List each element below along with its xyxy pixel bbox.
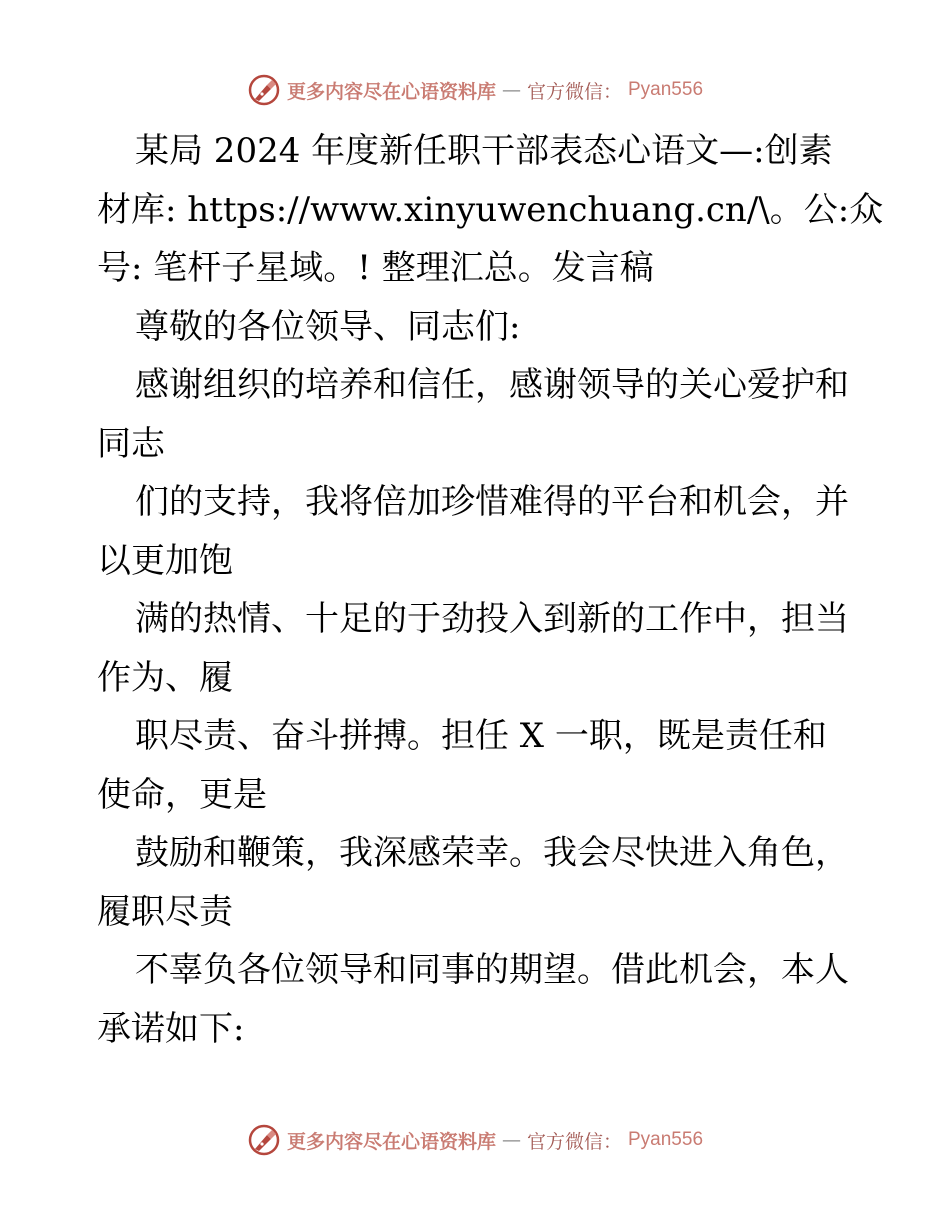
document-line: 号: 笔杆子星域。! 整理汇总。发言稿 xyxy=(97,248,654,288)
document-line: 不辜负各位领导和同事的期望。借此机会，本人 xyxy=(135,950,849,990)
watermark-main-text: 更多内容尽在心语资料库 xyxy=(286,1130,496,1153)
watermark-account-id: Pyan556 xyxy=(628,79,704,100)
document-line: 承诺如下: xyxy=(97,1008,245,1049)
document-line: 鼓励和鞭策，我深感荣幸。我会尽快进入角色， xyxy=(135,833,849,873)
watermark-account-label: 官方微信： xyxy=(526,80,622,103)
watermark-main-text: 更多内容尽在心语资料库 xyxy=(286,80,496,103)
header-watermark xyxy=(0,70,950,110)
document-line: 作为、履 xyxy=(97,657,233,698)
footer-watermark xyxy=(0,1120,950,1160)
watermark-account-label: 官方微信： xyxy=(526,1130,622,1153)
pen-nib-logo-icon xyxy=(247,73,281,107)
document-line: 职尽责、奋斗拼搏。担任 X 一职，既是责任和 xyxy=(135,716,827,756)
watermark-dash: — xyxy=(501,79,521,101)
document-line: 材库: https://www.xinyuwenchuang.cn/\。公:众 xyxy=(97,189,884,230)
document-line: 尊敬的各位领导、同志们: xyxy=(135,306,521,347)
document-line: 以更加饱 xyxy=(97,540,233,581)
document-line: 感谢组织的培养和信任，感谢领导的关心爱护和 xyxy=(135,365,849,405)
document-line: 同志 xyxy=(97,423,165,464)
document-line: 们的支持，我将倍加珍惜难得的平台和机会，并 xyxy=(135,482,849,522)
document-body xyxy=(97,122,884,1058)
document-line: 履职尽责 xyxy=(97,891,233,932)
document-line: 满的热情、十足的于劲投入到新的工作中，担当 xyxy=(135,599,849,639)
pen-nib-logo-icon xyxy=(247,1123,281,1157)
document-line: 使命，更是 xyxy=(97,774,267,815)
watermark-account-id: Pyan556 xyxy=(628,1129,704,1150)
document-line: 某局 2024 年度新任职干部表态心语文—:创素 xyxy=(135,131,833,171)
watermark-dash: — xyxy=(501,1129,521,1151)
